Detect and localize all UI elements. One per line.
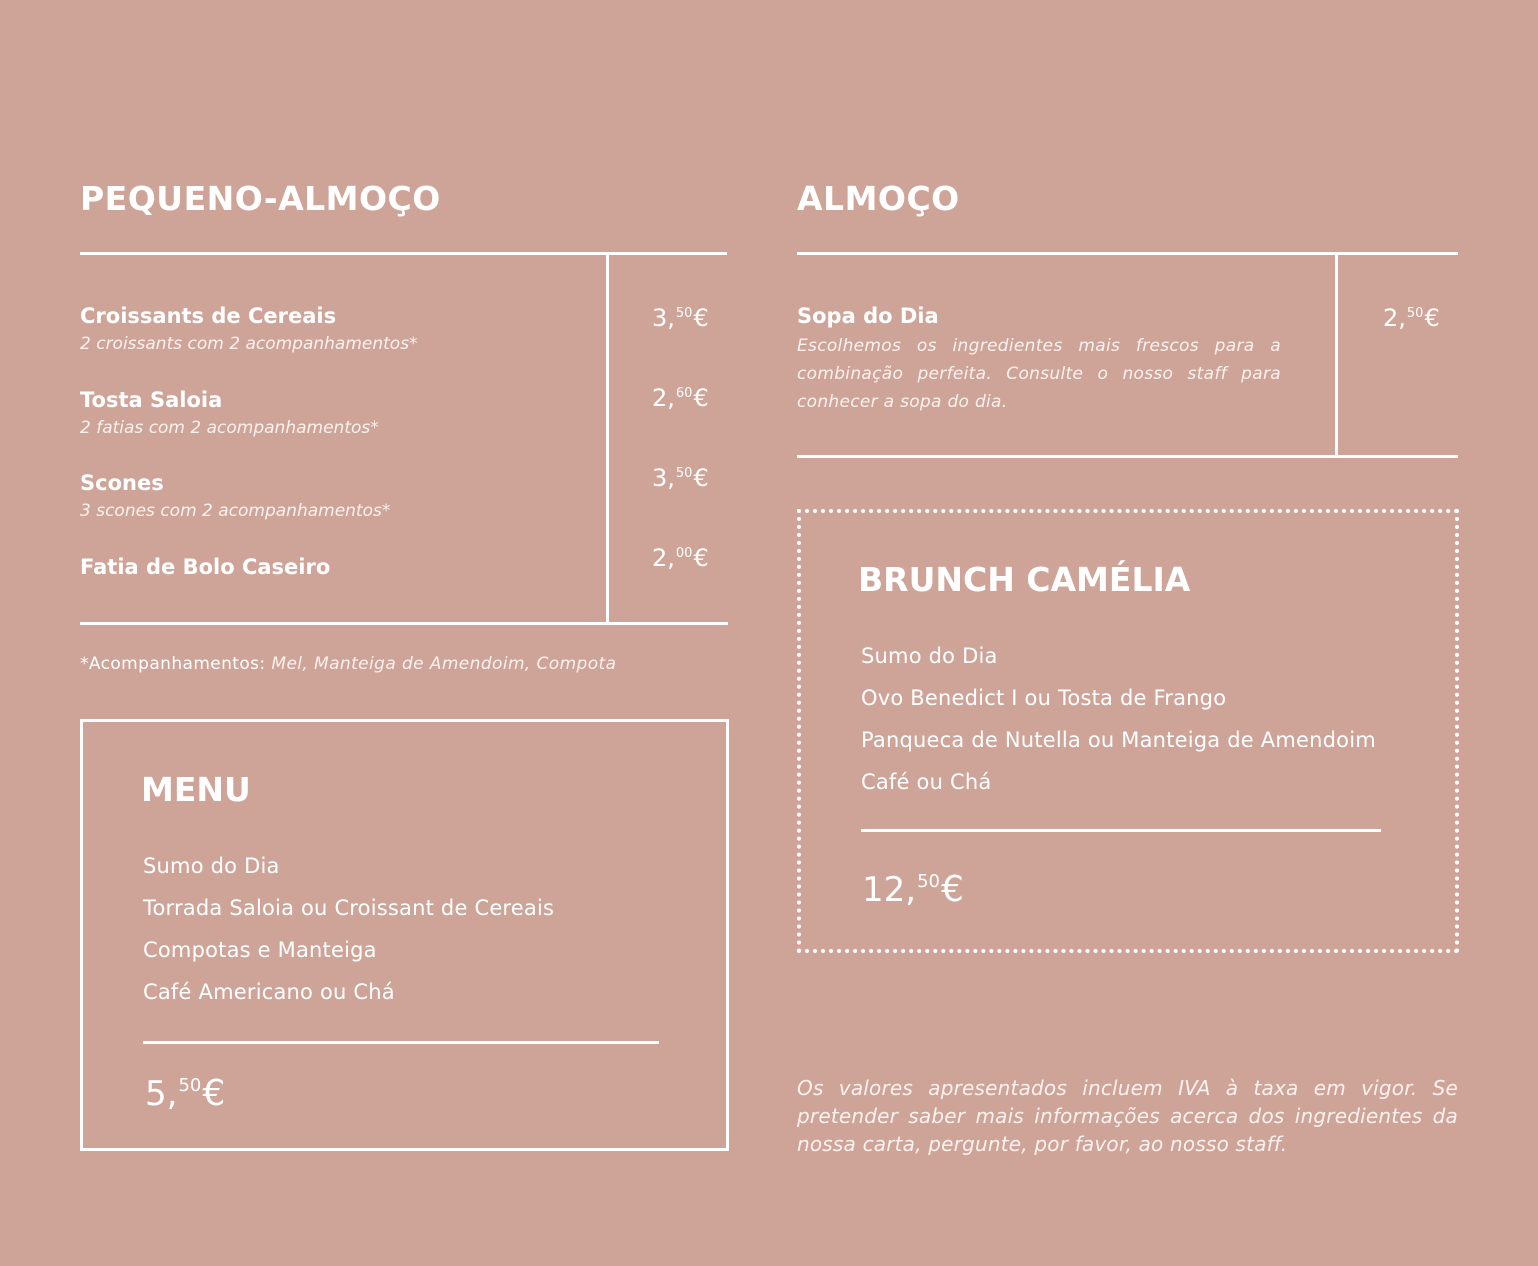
breakfast-item-name: Fatia de Bolo Caseiro <box>80 555 331 579</box>
price-currency: € <box>693 464 709 492</box>
breakfast-item-description: 2 fatias com 2 acompanhamentos* <box>80 418 379 438</box>
menu-divider <box>143 1041 659 1044</box>
breakfast-item-description: 2 croissants com 2 acompanhamentos* <box>80 334 418 354</box>
breakfast-bottom-divider <box>80 622 728 625</box>
lunch-bottom-divider <box>797 455 1458 458</box>
price-integer: 2, <box>1383 304 1406 332</box>
breakfast-item-name: Scones <box>80 471 164 495</box>
price-integer: 5, <box>145 1074 178 1114</box>
lunch-price-column-divider <box>1335 252 1338 457</box>
lunch-top-divider <box>797 252 1458 255</box>
price-currency: € <box>940 869 964 910</box>
price-cents: 50 <box>178 1075 202 1096</box>
price-currency: € <box>693 544 709 572</box>
list-item: Ovo Benedict I ou Tosta de Frango <box>861 686 1227 710</box>
list-item: Café ou Chá <box>861 770 992 794</box>
breakfast-item-price <box>652 386 709 410</box>
lunch-item-name: Sopa do Dia <box>797 304 939 328</box>
breakfast-item-name: Tosta Saloia <box>80 388 223 412</box>
breakfast-item-price <box>652 466 709 490</box>
brunch-title: BRUNCH CAMÉLIA <box>858 560 1191 599</box>
price-cents: 60 <box>675 386 693 401</box>
list-item: Torrada Saloia ou Croissant de Cereais <box>143 896 555 920</box>
accompaniments-footnote <box>80 656 616 673</box>
price-cents: 50 <box>675 306 693 321</box>
breakfast-price-column-divider <box>606 252 609 623</box>
price-integer: 3, <box>652 304 675 332</box>
list-item: Sumo do Dia <box>143 854 280 878</box>
price-cents: 50 <box>1406 306 1424 321</box>
footnote-items: Mel, Manteiga de Amendoim, Compota <box>271 654 617 674</box>
brunch-divider <box>861 829 1381 832</box>
list-item: Panqueca de Nutella ou Manteiga de Amendoim <box>861 728 1376 752</box>
price-integer: 2, <box>652 384 675 412</box>
breakfast-title: PEQUENO-ALMOÇO <box>80 179 441 218</box>
list-item: Compotas e Manteiga <box>143 938 377 962</box>
list-item: Café Americano ou Chá <box>143 980 395 1004</box>
price-currency: € <box>693 384 709 412</box>
breakfast-item-price <box>652 546 709 570</box>
price-integer: 12, <box>862 870 917 910</box>
price-currency: € <box>1424 304 1440 332</box>
price-integer: 3, <box>652 464 675 492</box>
breakfast-top-divider <box>80 252 727 255</box>
price-cents: 00 <box>675 546 693 561</box>
menu-title: MENU <box>141 770 251 809</box>
brunch-items-list <box>861 646 1376 814</box>
footnote-label: *Acompanhamentos: <box>80 654 272 674</box>
breakfast-item-name: Croissants de Cereais <box>80 304 337 328</box>
menu-items-list <box>143 856 554 1024</box>
menu-price <box>145 1073 226 1114</box>
price-cents: 50 <box>917 871 940 892</box>
breakfast-item-description: 3 scones com 2 acompanhamentos* <box>80 501 391 521</box>
breakfast-item-price <box>652 306 709 330</box>
price-cents: 50 <box>675 466 693 481</box>
vat-disclaimer: Os valores apresentados incluem IVA à taxa em vigor. Se pretender saber mais informações acerca dos ingredientes da nossa carta, pergunte, por favor, ao nosso staff. <box>797 1076 1458 1156</box>
price-integer: 2, <box>652 544 675 572</box>
list-item: Sumo do Dia <box>861 644 998 668</box>
price-currency: € <box>202 1073 226 1114</box>
brunch-price <box>862 869 964 910</box>
lunch-item-description: Escolhemos os ingredientes mais frescos para a combinação perfeita. Consulte o nosso staff para conhecer a sopa do dia. <box>797 336 1281 412</box>
lunch-item-price <box>1383 306 1440 330</box>
lunch-title: ALMOÇO <box>797 179 960 218</box>
price-currency: € <box>693 304 709 332</box>
